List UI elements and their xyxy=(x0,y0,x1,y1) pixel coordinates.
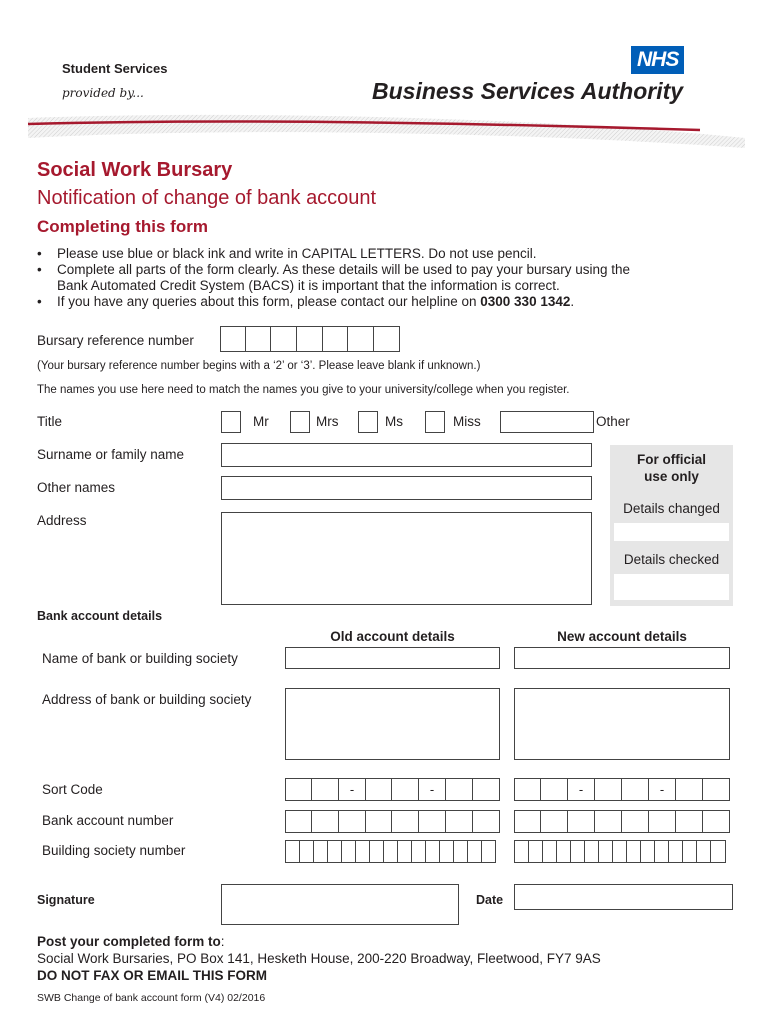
official-use-panel xyxy=(610,445,733,606)
title-ms-checkbox[interactable] xyxy=(358,411,378,433)
official-use-heading: For official use only xyxy=(636,452,706,484)
details-checked-label: Details checked xyxy=(623,552,720,567)
new-account-heading: New account details xyxy=(557,629,687,644)
title-miss-checkbox[interactable] xyxy=(425,411,445,433)
signature-label: Signature xyxy=(37,893,95,907)
building-society-number-label: Building society number xyxy=(42,843,186,858)
date-field[interactable] xyxy=(514,884,733,910)
bank-details-heading: Bank account details xyxy=(37,609,163,623)
new-sort-code-boxes[interactable] xyxy=(514,778,730,801)
new-account-number-boxes[interactable] xyxy=(514,810,730,833)
old-bank-name-field[interactable] xyxy=(285,647,500,669)
instruction-ink: • Please use blue or black ink and write in CAPITAL LETTERS. Do not use pencil. xyxy=(33,246,753,262)
sort-dash: - xyxy=(419,778,446,801)
title-mrs-checkbox[interactable] xyxy=(290,411,310,433)
helpline-number: 0300 330 1342 xyxy=(480,294,571,309)
bank-name-label: Name of bank or building society xyxy=(42,651,238,666)
sort-dash: - xyxy=(339,778,366,801)
title-label: Title xyxy=(37,414,63,429)
names-note: The names you use here need to match the names you give to your university/college when you register. xyxy=(37,384,570,396)
provided-by-label: provided by... xyxy=(62,86,144,100)
completing-heading: Completing this form xyxy=(37,217,208,236)
form-subtitle: Notification of change of bank account xyxy=(37,187,377,209)
nhs-logo: NHS xyxy=(631,46,684,74)
date-label: Date xyxy=(476,893,504,907)
form-title: Social Work Bursary xyxy=(37,159,233,181)
instruction-complete: • Complete all parts of the form clearly. As these details will be used to pay your bursary using the Bank Automated Credit System (BACS) it is important that the information is correct. xyxy=(33,262,753,294)
details-changed-label: Details changed xyxy=(623,501,720,516)
old-bank-address-field[interactable] xyxy=(285,688,500,760)
sort-dash: - xyxy=(649,778,676,801)
old-sort-code-boxes[interactable] xyxy=(285,778,500,801)
address-field[interactable] xyxy=(221,512,592,605)
new-building-society-number-boxes[interactable] xyxy=(514,840,730,863)
title-mrs-label: Mrs xyxy=(316,414,339,429)
title-other-field[interactable] xyxy=(500,411,594,433)
title-mr-label: Mr xyxy=(253,414,269,429)
no-fax-warning: DO NOT FAX OR EMAIL THIS FORM xyxy=(37,968,268,983)
form-code: SWB Change of bank account form (V4) 02/2016 xyxy=(37,992,266,1004)
old-building-society-number-boxes[interactable] xyxy=(285,840,500,863)
account-number-label: Bank account number xyxy=(42,813,174,828)
title-ms-label: Ms xyxy=(385,414,403,429)
authority-name: Business Services Authority xyxy=(372,78,684,104)
details-checked-field[interactable] xyxy=(614,574,729,600)
bursary-ref-label: Bursary reference number xyxy=(37,333,194,348)
header-swoosh-decoration xyxy=(0,108,770,154)
title-mr-checkbox[interactable] xyxy=(221,411,241,433)
bursary-ref-boxes[interactable] xyxy=(220,326,400,352)
instructions-list xyxy=(33,246,753,310)
address-label: Address xyxy=(37,513,87,528)
other-names-field[interactable] xyxy=(221,476,592,500)
post-heading: Post your completed form to: xyxy=(37,934,225,949)
signature-field[interactable] xyxy=(221,884,459,925)
new-bank-name-field[interactable] xyxy=(514,647,730,669)
title-miss-label: Miss xyxy=(453,414,481,429)
surname-field[interactable] xyxy=(221,443,592,467)
new-bank-address-field[interactable] xyxy=(514,688,730,760)
post-address: Social Work Bursaries, PO Box 141, Hesketh House, 200-220 Broadway, Fleetwood, FY7 9AS xyxy=(37,951,601,966)
details-changed-field[interactable] xyxy=(614,523,729,541)
other-names-label: Other names xyxy=(37,480,116,495)
old-account-heading: Old account details xyxy=(330,629,455,644)
title-other-label: Other xyxy=(596,414,630,429)
surname-label: Surname or family name xyxy=(37,447,185,462)
old-account-number-boxes[interactable] xyxy=(285,810,500,833)
student-services-label: Student Services xyxy=(62,61,168,76)
sort-dash: - xyxy=(568,778,595,801)
bank-address-label: Address of bank or building society xyxy=(42,692,252,707)
bursary-ref-note: (Your bursary reference number begins with a ‘2’ or ‘3’. Please leave blank if unknown.) xyxy=(37,360,481,372)
instruction-helpline: • If you have any queries about this form, please contact our helpline on 0300 330 1342. xyxy=(33,294,753,310)
sort-code-label: Sort Code xyxy=(42,782,103,797)
